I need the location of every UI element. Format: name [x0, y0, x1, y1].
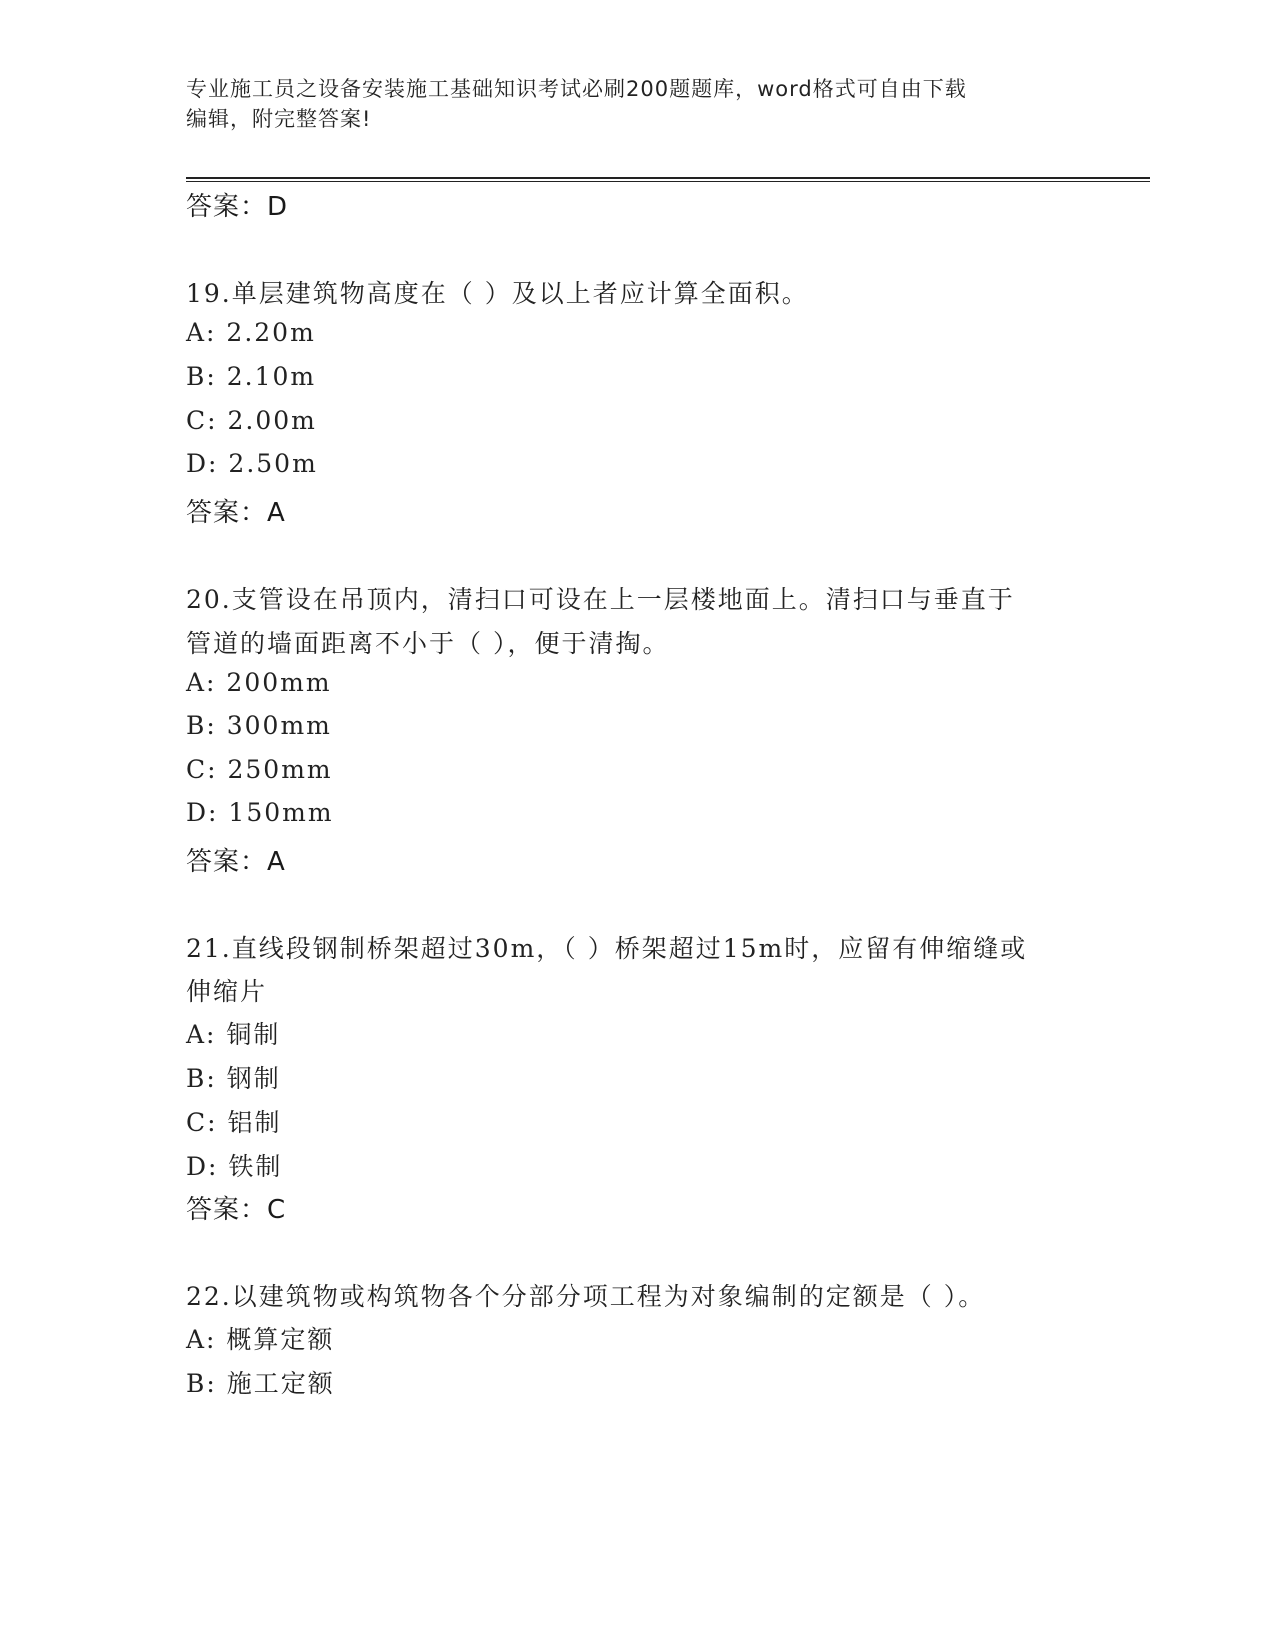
question-21-option-c: C: 铝制 — [186, 1108, 282, 1137]
question-20-answer: 答案：A — [186, 847, 286, 877]
question-19-option-d: D: 2.50m — [186, 449, 318, 478]
question-19-option-a: A: 2.20m — [186, 318, 316, 347]
question-20-option-c: C: 250mm — [186, 755, 333, 784]
question-21-stem-line-2: 伸缩片 — [186, 977, 268, 1006]
question-22-option-b: B: 施工定额 — [186, 1369, 335, 1398]
header-divider-thick — [186, 177, 1150, 179]
question-21-option-a: A: 铜制 — [186, 1020, 281, 1049]
question-20-stem-line-2: 管道的墙面距离不小于（ ），便于清掏。 — [186, 629, 670, 658]
question-21-stem-line-1: 21.直线段钢制桥架超过30m，（ ）桥架超过15m时，应留有伸缩缝或 — [186, 934, 1028, 963]
question-19-stem: 19.单层建筑物高度在（ ）及以上者应计算全面积。 — [186, 279, 809, 308]
document-header — [186, 74, 1066, 134]
header-title-line-1: 专业施工员之设备安装施工基础知识考试必刷200题题库，word格式可自由下载 — [186, 77, 967, 101]
question-20-stem-line-1: 20.支管设在吊顶内，清扫口可设在上一层楼地面上。清扫口与垂直于 — [186, 585, 1015, 614]
question-19-answer: 答案：A — [186, 498, 286, 528]
question-20-option-b: B: 300mm — [186, 711, 332, 740]
question-20-option-d: D: 150mm — [186, 798, 334, 827]
question-21-option-b: B: 钢制 — [186, 1064, 281, 1093]
question-22-stem: 22.以建筑物或构筑物各个分部分项工程为对象编制的定额是（ ）。 — [186, 1282, 986, 1311]
header-divider-thin — [186, 181, 1150, 182]
header-title-line-2: 编辑，附完整答案! — [186, 107, 372, 131]
question-19-option-c: C: 2.00m — [186, 406, 317, 435]
question-22-option-a: A: 概算定额 — [186, 1325, 335, 1354]
question-21-answer: 答案：C — [186, 1195, 287, 1225]
previous-answer: 答案：D — [186, 192, 289, 222]
question-19-option-b: B: 2.10m — [186, 362, 317, 391]
question-20-option-a: A: 200mm — [186, 668, 332, 697]
question-21-option-d: D: 铁制 — [186, 1152, 283, 1181]
